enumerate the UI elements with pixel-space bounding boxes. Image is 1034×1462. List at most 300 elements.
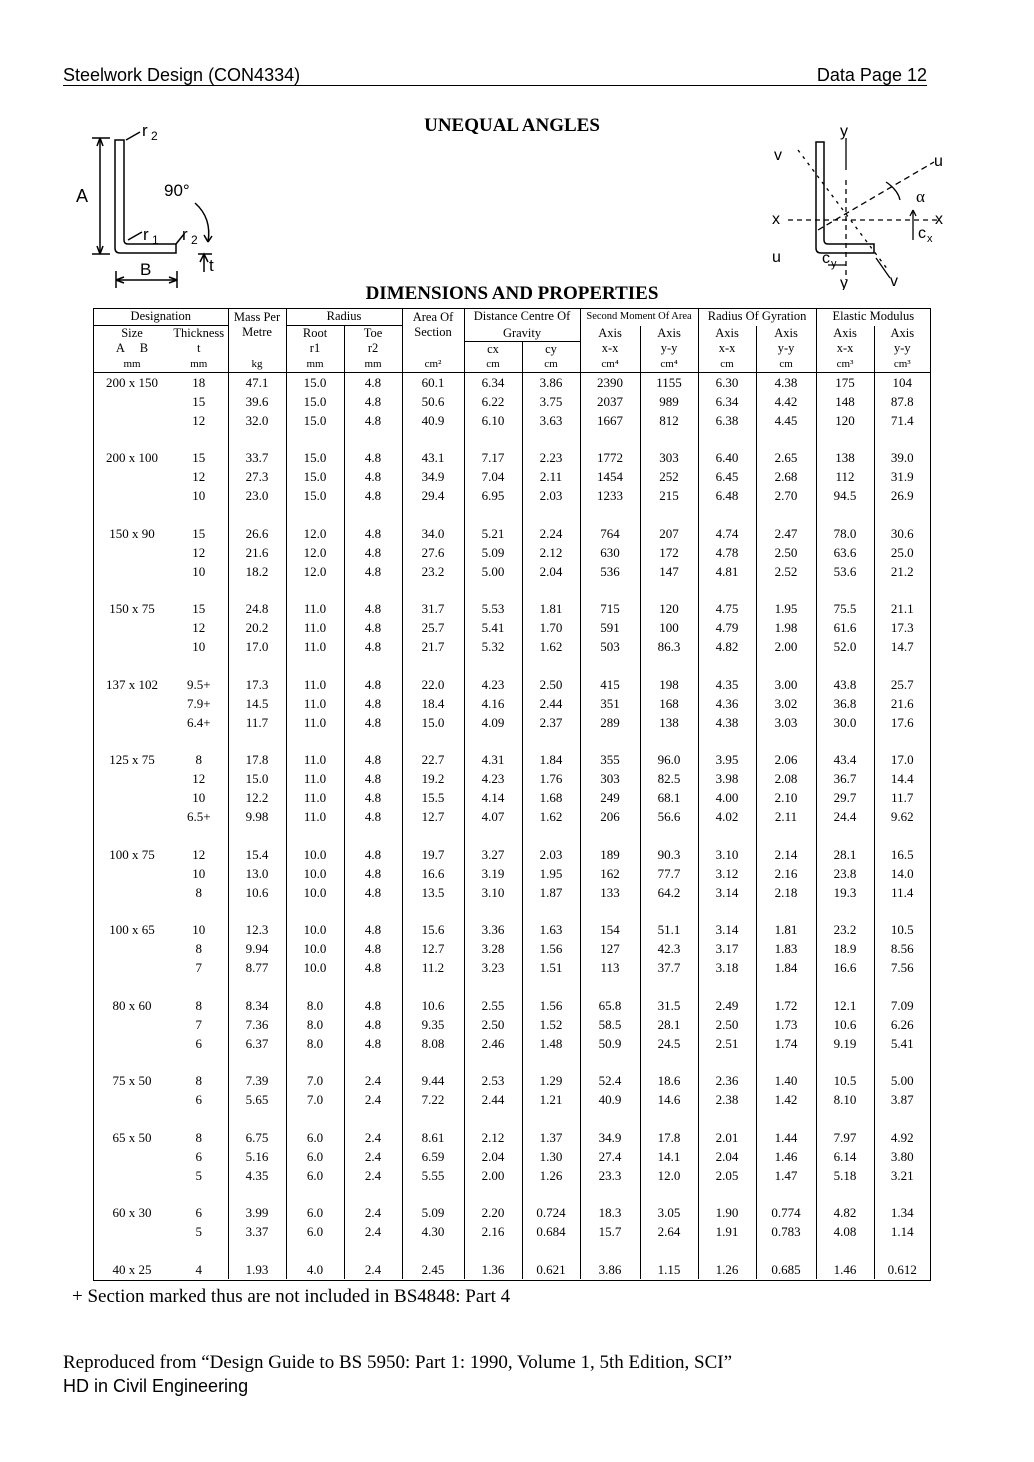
value-cell: 14.6 — [640, 1090, 698, 1109]
r1-sub: 1 — [152, 233, 159, 247]
value-cell: 1772 — [580, 448, 640, 467]
value-cell: 175 — [816, 372, 874, 392]
table-row — [94, 675, 930, 694]
spacer-cell — [816, 977, 874, 996]
spacer-cell — [94, 1185, 170, 1204]
u-right-label: u — [934, 153, 943, 170]
value-cell: 1667 — [580, 411, 640, 430]
table-row — [94, 1260, 930, 1279]
value-cell: 4.8 — [344, 562, 402, 581]
hdr-em: Elastic Modulus — [816, 309, 930, 326]
value-cell: 4.8 — [344, 920, 402, 939]
spacer-cell — [756, 581, 816, 600]
value-cell: 6.75 — [228, 1128, 286, 1147]
value-cell: 9.5+ — [186, 676, 211, 692]
value-cell: 19.7 — [402, 845, 464, 864]
value-cell: 1.46 — [816, 1260, 874, 1279]
value-cell: 1155 — [640, 372, 698, 392]
value-cell: 12.7 — [402, 807, 464, 826]
spacer-cell — [756, 826, 816, 845]
spacer-cell — [94, 430, 170, 449]
spacer-cell — [816, 902, 874, 921]
value-cell: 1.21 — [522, 1090, 580, 1109]
table-row — [94, 807, 930, 826]
hdr-yy-1: y-y — [640, 341, 698, 357]
value-cell: 2.4 — [344, 1071, 402, 1090]
value-cell: 11.0 — [286, 807, 344, 826]
value-cell: 71.4 — [874, 411, 930, 430]
spacer-cell — [402, 826, 464, 845]
spacer-cell — [756, 1053, 816, 1072]
value-cell: 15.5 — [402, 788, 464, 807]
value-cell: 12.2 — [228, 788, 286, 807]
spacer-cell — [874, 732, 930, 751]
value-cell: 1.56 — [522, 996, 580, 1015]
value-cell: 43.4 — [816, 750, 874, 769]
value-cell: 2.11 — [522, 467, 580, 486]
value-cell: 61.6 — [816, 618, 874, 637]
value-cell: 4.8 — [344, 713, 402, 732]
value-cell: 2.12 — [522, 543, 580, 562]
value-cell: 26.9 — [874, 486, 930, 505]
table-row — [94, 845, 930, 864]
size-cell — [94, 1034, 170, 1053]
value-cell: 3.14 — [698, 920, 756, 939]
value-cell: 10.0 — [286, 958, 344, 977]
axes-diagram — [758, 120, 958, 290]
hdr-xx-3: x-x — [816, 341, 874, 357]
spacer-cell — [816, 826, 874, 845]
value-cell: 1.15 — [640, 1260, 698, 1279]
value-cell: 4.8 — [344, 543, 402, 562]
value-cell: 4.81 — [698, 562, 756, 581]
value-cell: 87.8 — [874, 392, 930, 411]
value-cell: 17.0 — [874, 750, 930, 769]
value-cell: 1.26 — [698, 1260, 756, 1279]
value-cell: 17.3 — [228, 675, 286, 694]
hdr-axis-1: Axis — [580, 326, 640, 342]
value-cell: 9.62 — [874, 807, 930, 826]
dim-b-label: B — [140, 260, 152, 279]
value-cell: 12.0 — [640, 1166, 698, 1185]
table-row — [94, 939, 930, 958]
size-cell — [94, 392, 170, 411]
spacer-cell — [464, 732, 522, 751]
value-cell: 36.7 — [816, 769, 874, 788]
value-cell: 19.2 — [402, 769, 464, 788]
value-cell: 68.1 — [640, 788, 698, 807]
value-cell: 15 — [192, 525, 206, 541]
size-cell — [94, 864, 170, 883]
page-header — [63, 63, 927, 86]
value-cell: 2.38 — [698, 1090, 756, 1109]
value-cell: 3.18 — [698, 958, 756, 977]
value-cell: 14.0 — [874, 864, 930, 883]
value-cell: 4.35 — [228, 1166, 286, 1185]
group-spacer — [94, 430, 930, 449]
value-cell: 7.0 — [286, 1090, 344, 1109]
value-cell: 17.8 — [640, 1128, 698, 1147]
value-cell: 6.48 — [698, 486, 756, 505]
value-cell: 31.5 — [640, 996, 698, 1015]
value-cell: 9.94 — [228, 939, 286, 958]
hdr-area: Area Of Section — [402, 309, 464, 341]
spacer-cell — [228, 826, 286, 845]
value-cell: 0.684 — [522, 1222, 580, 1241]
spacer-cell — [464, 656, 522, 675]
value-cell: 4.0 — [286, 1260, 344, 1279]
value-cell: 2.68 — [756, 467, 816, 486]
size-cell — [94, 788, 170, 807]
spacer-cell — [698, 656, 756, 675]
value-cell: 60.1 — [402, 372, 464, 392]
spacer-cell — [94, 581, 170, 600]
value-cell: 2.52 — [756, 562, 816, 581]
value-cell: 86.3 — [640, 637, 698, 656]
spacer-cell — [228, 1109, 286, 1128]
spacer-cell — [344, 581, 402, 600]
value-cell: 536 — [580, 562, 640, 581]
value-cell: 5.65 — [228, 1090, 286, 1109]
hdr-thickness: Thickness — [173, 326, 225, 340]
value-cell: 6 — [195, 1092, 202, 1107]
value-cell: 13.5 — [402, 883, 464, 902]
value-cell: 252 — [640, 467, 698, 486]
spacer-cell — [286, 902, 344, 921]
value-cell: 351 — [580, 694, 640, 713]
spacer-cell — [228, 977, 286, 996]
spacer-cell — [640, 581, 698, 600]
spacer-cell — [698, 581, 756, 600]
value-cell: 15 — [192, 450, 206, 465]
size-cell — [94, 1015, 170, 1034]
value-cell: 4.42 — [756, 392, 816, 411]
value-cell: 4.74 — [698, 524, 756, 543]
value-cell: 34.9 — [402, 467, 464, 486]
value-cell: 1.14 — [874, 1222, 930, 1241]
spacer-cell — [580, 505, 640, 524]
hdr-radius: Radius — [286, 309, 402, 326]
value-cell: 3.98 — [698, 769, 756, 788]
table-row — [94, 543, 930, 562]
value-cell: 4.8 — [344, 467, 402, 486]
value-cell: 2.4 — [344, 1260, 402, 1279]
value-cell: 25.7 — [402, 618, 464, 637]
spacer-cell — [228, 581, 286, 600]
value-cell: 4.14 — [464, 788, 522, 807]
value-cell: 21.1 — [874, 599, 930, 618]
value-cell: 4.38 — [756, 372, 816, 392]
value-cell: 5.09 — [464, 543, 522, 562]
value-cell: 1.36 — [464, 1260, 522, 1279]
value-cell: 1.73 — [756, 1015, 816, 1034]
spacer-cell — [580, 430, 640, 449]
spacer-cell — [228, 1241, 286, 1260]
value-cell: 4.8 — [344, 618, 402, 637]
value-cell: 37.7 — [640, 958, 698, 977]
value-cell: 6 — [195, 1148, 202, 1164]
size-cell — [94, 562, 170, 581]
value-cell: 5.55 — [402, 1166, 464, 1185]
table-row — [94, 411, 930, 430]
value-cell: 5.00 — [874, 1071, 930, 1090]
value-cell: 8 — [195, 997, 202, 1013]
r1-label: r — [143, 225, 149, 244]
spacer-cell — [170, 826, 228, 845]
value-cell: 1.95 — [756, 599, 816, 618]
value-cell: 4.8 — [344, 486, 402, 505]
value-cell: 4.82 — [816, 1203, 874, 1222]
value-cell: 43.8 — [816, 675, 874, 694]
value-cell: 133 — [580, 883, 640, 902]
value-cell: 4.8 — [344, 788, 402, 807]
value-cell: 15.0 — [286, 486, 344, 505]
value-cell: 58.5 — [580, 1015, 640, 1034]
value-cell: 15 — [192, 601, 206, 616]
spacer-cell — [228, 902, 286, 921]
value-cell: 112 — [816, 467, 874, 486]
value-cell: 22.0 — [402, 675, 464, 694]
value-cell: 4.38 — [698, 713, 756, 732]
value-cell: 1.47 — [756, 1166, 816, 1185]
hdr-axis-3: Axis — [698, 326, 756, 342]
value-cell: 215 — [640, 486, 698, 505]
value-cell: 1233 — [580, 486, 640, 505]
size-cell — [94, 1090, 170, 1109]
value-cell: 113 — [580, 958, 640, 977]
spacer-cell — [228, 732, 286, 751]
value-cell: 5.53 — [464, 599, 522, 618]
value-cell: 1.40 — [756, 1071, 816, 1090]
value-cell: 6.0 — [286, 1222, 344, 1241]
spacer-cell — [94, 826, 170, 845]
value-cell: 31.7 — [402, 599, 464, 618]
value-cell: 2.44 — [522, 694, 580, 713]
size-cell — [94, 1222, 170, 1241]
value-cell: 2.16 — [756, 864, 816, 883]
properties-table — [93, 308, 931, 1281]
value-cell: 23.0 — [228, 486, 286, 505]
value-cell: 4.8 — [344, 599, 402, 618]
value-cell: 5.00 — [464, 562, 522, 581]
value-cell: 6.34 — [464, 372, 522, 392]
spacer-cell — [640, 505, 698, 524]
value-cell: 11.0 — [286, 788, 344, 807]
spacer-cell — [816, 1109, 874, 1128]
size-cell: 137 x 102 — [106, 676, 158, 692]
value-cell: 11.0 — [286, 599, 344, 618]
size-cell — [94, 1166, 170, 1185]
table-row — [94, 694, 930, 713]
spacer-cell — [816, 581, 874, 600]
table-title: DIMENSIONS AND PROPERTIES — [365, 283, 659, 304]
value-cell: 10.6 — [402, 996, 464, 1015]
value-cell: 120 — [640, 599, 698, 618]
value-cell: 12.1 — [816, 996, 874, 1015]
value-cell: 1.46 — [756, 1147, 816, 1166]
value-cell: 18.9 — [816, 939, 874, 958]
value-cell: 8.61 — [402, 1128, 464, 1147]
value-cell: 6.10 — [464, 411, 522, 430]
value-cell: 3.12 — [698, 864, 756, 883]
table-body — [94, 372, 930, 1279]
hdr-axis-4: Axis — [756, 326, 816, 342]
value-cell: 94.5 — [816, 486, 874, 505]
spacer-cell — [698, 505, 756, 524]
spacer-cell — [402, 656, 464, 675]
spacer-cell — [816, 1053, 874, 1072]
value-cell: 8.34 — [228, 996, 286, 1015]
spacer-cell — [402, 902, 464, 921]
size-cell: 80 x 60 — [112, 997, 152, 1013]
value-cell: 15.0 — [286, 467, 344, 486]
hdr-axis-6: Axis — [874, 326, 930, 342]
value-cell: 1.74 — [756, 1034, 816, 1053]
value-cell: 1.51 — [522, 958, 580, 977]
spacer-cell — [874, 1109, 930, 1128]
dim-a-label: A — [76, 186, 89, 206]
spacer-cell — [756, 430, 816, 449]
unit-cell: cm⁴ — [580, 357, 640, 373]
value-cell: 7.17 — [464, 448, 522, 467]
table-row — [94, 562, 930, 581]
value-cell: 3.86 — [580, 1260, 640, 1279]
spacer-cell — [464, 1053, 522, 1072]
value-cell: 1.91 — [698, 1222, 756, 1241]
value-cell: 25.7 — [874, 675, 930, 694]
value-cell: 27.6 — [402, 543, 464, 562]
value-cell: 4.8 — [344, 807, 402, 826]
group-spacer — [94, 505, 930, 524]
dim-t-label: t — [209, 256, 214, 275]
value-cell: 0.612 — [874, 1260, 930, 1279]
group-spacer — [94, 732, 930, 751]
value-cell: 6 — [195, 1035, 202, 1051]
value-cell: 75.5 — [816, 599, 874, 618]
value-cell: 2.47 — [756, 524, 816, 543]
value-cell: 9.35 — [402, 1015, 464, 1034]
spacer-cell — [522, 581, 580, 600]
value-cell: 14.7 — [874, 637, 930, 656]
value-cell: 11.7 — [874, 788, 930, 807]
value-cell: 289 — [580, 713, 640, 732]
value-cell: 5.41 — [874, 1034, 930, 1053]
value-cell: 12.0 — [286, 543, 344, 562]
value-cell: 4.8 — [344, 939, 402, 958]
value-cell: 6.95 — [464, 486, 522, 505]
value-cell: 63.6 — [816, 543, 874, 562]
value-cell: 4.8 — [344, 675, 402, 694]
value-cell: 11.2 — [402, 958, 464, 977]
value-cell: 0.774 — [756, 1203, 816, 1222]
table-row — [94, 1128, 930, 1147]
unit-cell: cm⁴ — [640, 357, 698, 373]
value-cell: 4.79 — [698, 618, 756, 637]
spacer-cell — [816, 1185, 874, 1204]
value-cell: 39.0 — [874, 448, 930, 467]
spacer-cell — [344, 505, 402, 524]
value-cell: 1.87 — [522, 883, 580, 902]
size-cell: 200 x 150 — [106, 374, 158, 390]
value-cell: 4.08 — [816, 1222, 874, 1241]
value-cell: 27.3 — [228, 467, 286, 486]
spacer-cell — [580, 977, 640, 996]
spacer-cell — [344, 656, 402, 675]
value-cell: 4.8 — [344, 372, 402, 392]
cx-sub: x — [927, 233, 933, 245]
value-cell: 10 — [192, 639, 206, 654]
value-cell: 1.29 — [522, 1071, 580, 1090]
table-row — [94, 637, 930, 656]
group-spacer — [94, 826, 930, 845]
value-cell: 3.99 — [228, 1203, 286, 1222]
spacer-cell — [286, 656, 344, 675]
value-cell: 18.4 — [402, 694, 464, 713]
spacer-cell — [874, 430, 930, 449]
value-cell: 4.8 — [344, 1034, 402, 1053]
table-row — [94, 392, 930, 411]
value-cell: 3.21 — [874, 1166, 930, 1185]
source-credit: Reproduced from “Design Guide to BS 5950: Part 1: 1990, Volume 1, 5th Edition, SCI” — [63, 1352, 732, 1373]
value-cell: 12.7 — [402, 939, 464, 958]
value-cell: 8.77 — [228, 958, 286, 977]
value-cell: 6.37 — [228, 1034, 286, 1053]
value-cell: 15.0 — [286, 411, 344, 430]
value-cell: 3.27 — [464, 845, 522, 864]
value-cell: 2.50 — [464, 1015, 522, 1034]
table-row — [94, 1071, 930, 1090]
value-cell: 189 — [580, 845, 640, 864]
value-cell: 7.36 — [228, 1015, 286, 1034]
group-spacer — [94, 656, 930, 675]
value-cell: 8 — [195, 752, 202, 767]
value-cell: 2.12 — [464, 1128, 522, 1147]
footnote: + Section marked thus are not included in BS4848: Part 4 — [72, 1286, 511, 1307]
spacer-cell — [522, 1185, 580, 1204]
value-cell: 43.1 — [402, 448, 464, 467]
value-cell: 2.51 — [698, 1034, 756, 1053]
value-cell: 2.04 — [698, 1147, 756, 1166]
value-cell: 4.02 — [698, 807, 756, 826]
value-cell: 2.4 — [344, 1147, 402, 1166]
spacer-cell — [640, 977, 698, 996]
value-cell: 47.1 — [228, 372, 286, 392]
spacer-cell — [94, 977, 170, 996]
value-cell: 24.8 — [228, 599, 286, 618]
size-cell: 150 x 75 — [109, 601, 155, 616]
spacer-cell — [344, 1109, 402, 1128]
value-cell: 249 — [580, 788, 640, 807]
table-row — [94, 1166, 930, 1185]
spacer-cell — [698, 902, 756, 921]
size-cell — [94, 467, 170, 486]
value-cell: 1.37 — [522, 1128, 580, 1147]
value-cell: 18.2 — [228, 562, 286, 581]
spacer-cell — [94, 656, 170, 675]
value-cell: 2.01 — [698, 1128, 756, 1147]
value-cell: 1.98 — [756, 618, 816, 637]
hdr-size: Size — [121, 326, 143, 340]
value-cell: 5 — [195, 1167, 202, 1183]
size-cell: 200 x 100 — [106, 450, 158, 465]
value-cell: 18.3 — [580, 1203, 640, 1222]
value-cell: 2.4 — [344, 1203, 402, 1222]
spacer-cell — [756, 902, 816, 921]
hdr-axis-5: Axis — [816, 326, 874, 342]
value-cell: 21.6 — [228, 543, 286, 562]
spacer-cell — [170, 977, 228, 996]
table-row — [94, 996, 930, 1015]
